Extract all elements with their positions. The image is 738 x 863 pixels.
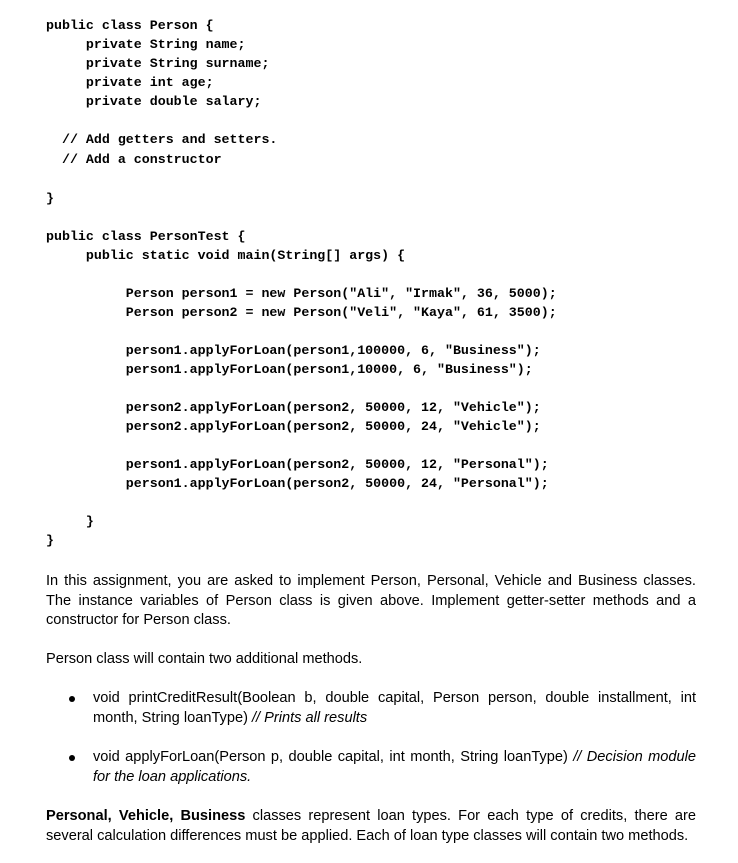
methods-intro: Person class will contain two additional methods. — [46, 651, 363, 667]
code-line: public static void main(String[] args) { — [46, 248, 406, 263]
code-line: } — [46, 191, 54, 206]
loan-types-text: classes represent loan types. For each type of credits, there are several calculation differences must be applied. Each of loan type classes will contain two methods. — [46, 808, 696, 844]
method-signature: void applyForLoan(Person p, double capital, int month, String loanType) — [93, 749, 568, 765]
code-line: private int age; — [46, 75, 214, 90]
bullet-apply-for-loan — [93, 748, 696, 787]
code-line: person1.applyForLoan(person2, 50000, 24, "Personal"); — [46, 476, 549, 491]
code-line: } — [46, 533, 54, 548]
code-line: private String surname; — [46, 56, 270, 71]
code-comment: // Add a constructor — [46, 152, 222, 167]
code-line: } — [46, 514, 94, 529]
bullet-print-credit-result — [93, 689, 696, 728]
code-line: Person person2 = new Person("Veli", "Kaya", 61, 3500); — [46, 305, 557, 320]
loan-types-paragraph — [46, 807, 696, 846]
intro-paragraph: In this assignment, you are asked to implement Person, Personal, Vehicle and Business classes. The instance variables of Person class is given above. Implement getter-setter methods and a constructor for Person class. — [46, 573, 696, 628]
code-line: person1.applyForLoan(person1,100000, 6, "Business"); — [46, 343, 541, 358]
bullet-icon — [69, 755, 75, 761]
code-line: person1.applyForLoan(person1,10000, 6, "Business"); — [46, 362, 533, 377]
code-line: person2.applyForLoan(person2, 50000, 24, "Vehicle"); — [46, 419, 541, 434]
bullet-icon — [69, 696, 75, 702]
code-line: public class Person { — [46, 18, 214, 33]
method-comment: // Decision module for the loan applications. — [93, 749, 696, 785]
code-line: private String name; — [46, 37, 246, 52]
loan-types-names: Personal, Vehicle, Business — [46, 808, 246, 824]
code-comment: // Add getters and setters. — [46, 132, 278, 147]
code-line: private double salary; — [46, 94, 262, 109]
method-comment: // Prints all results — [252, 709, 368, 726]
method-signature: void printCreditResult(Boolean b, double capital, Person person, double installment, int month, String loanType) — [93, 690, 696, 726]
code-line: person2.applyForLoan(person2, 50000, 12, "Vehicle"); — [46, 400, 541, 415]
code-line: public class PersonTest { — [46, 229, 246, 244]
code-line: Person person1 = new Person("Ali", "Irmak", 36, 5000); — [46, 286, 557, 301]
code-line: person1.applyForLoan(person2, 50000, 12, "Personal"); — [46, 457, 549, 472]
